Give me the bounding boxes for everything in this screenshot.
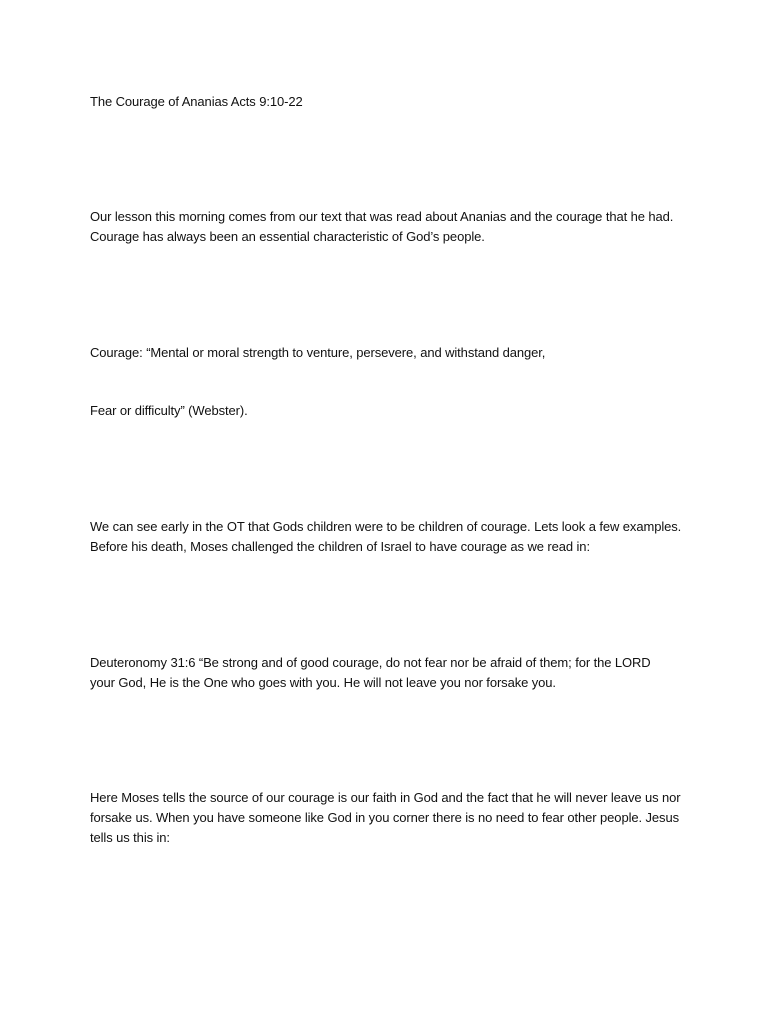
paragraph-lesson-intro bbox=[90, 207, 690, 247]
paragraph-ot-examples bbox=[90, 517, 690, 557]
paragraph-line: tells us this in: bbox=[90, 830, 170, 845]
paragraph-line: Here Moses tells the source of our courage is our faith in God and the fact that he will never leave us nor bbox=[90, 790, 681, 805]
paragraph-line: Before his death, Moses challenged the children of Israel to have courage as we read in: bbox=[90, 539, 590, 554]
paragraph-deuteronomy-quote bbox=[90, 653, 690, 693]
paragraph-line: your God, He is the One who goes with you. He will not leave you nor forsake you. bbox=[90, 675, 556, 690]
document-title bbox=[90, 92, 690, 112]
paragraph-courage-definition bbox=[90, 343, 690, 363]
paragraph-source-of-courage bbox=[90, 788, 690, 848]
paragraph-line: forsake us. When you have someone like God in you corner there is no need to fear other people. Jesus bbox=[90, 810, 679, 825]
paragraph-line: We can see early in the OT that Gods children were to be children of courage. Lets look a few examples. bbox=[90, 519, 682, 534]
paragraph-line: Fear or difficulty” (Webster). bbox=[90, 403, 248, 418]
paragraph-line: Deuteronomy 31:6 “Be strong and of good courage, do not fear nor be afraid of them; for the LORD bbox=[90, 655, 651, 670]
paragraph-line: Courage has always been an essential characteristic of God’s people. bbox=[90, 229, 485, 244]
paragraph-line: Courage: “Mental or moral strength to venture, persevere, and withstand danger, bbox=[90, 345, 546, 360]
paragraph-line: Our lesson this morning comes from our text that was read about Ananias and the courage that he had. bbox=[90, 209, 674, 224]
title-line: The Courage of Ananias Acts 9:10-22 bbox=[90, 94, 303, 109]
paragraph-definition-continued bbox=[90, 401, 690, 421]
